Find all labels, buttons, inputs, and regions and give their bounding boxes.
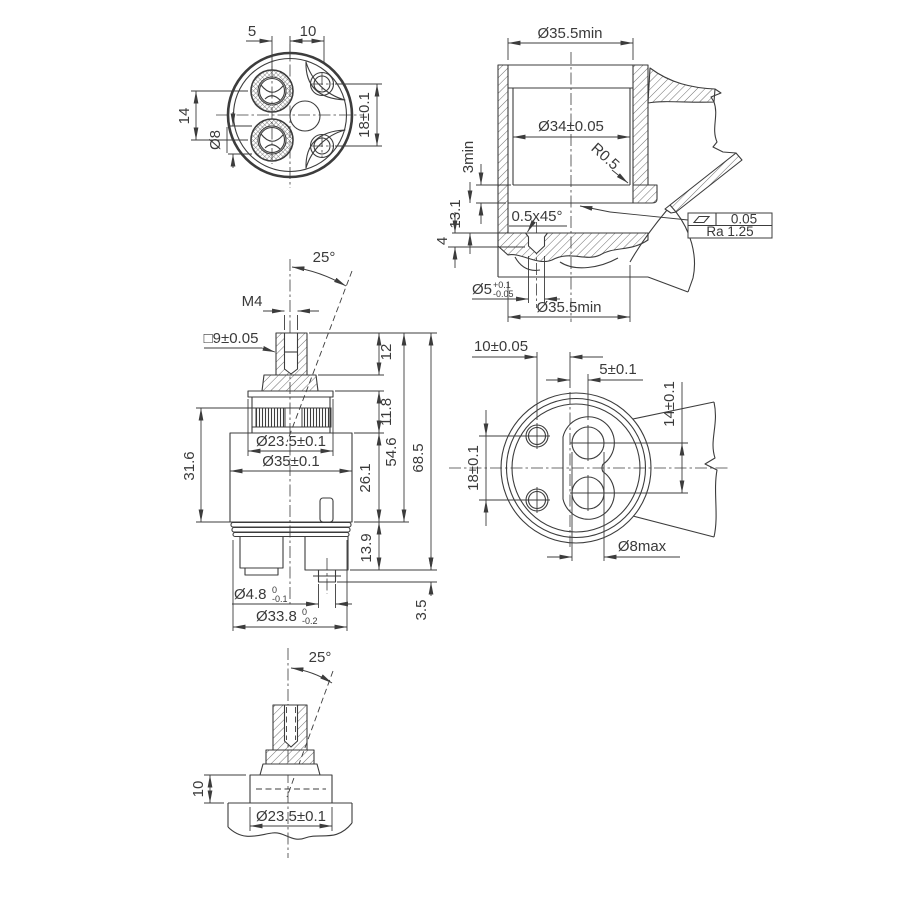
dim-label: 18±0.1	[465, 445, 482, 491]
dim-label: 10±0.05	[473, 338, 529, 355]
spline-band-right	[302, 408, 331, 427]
dim-label: Ø35.5min	[537, 25, 603, 42]
dim-label: Ø5	[472, 281, 493, 298]
cap-plate	[248, 391, 333, 397]
right-wall-section	[633, 65, 648, 185]
housing-section-view	[434, 25, 772, 322]
dim-tol-upper: 0	[272, 585, 278, 595]
dim-label: Ø4.8	[234, 586, 267, 603]
dim-label: Ø23.5±0.1	[256, 433, 326, 450]
water-port-bottom	[570, 475, 606, 511]
break-line	[228, 823, 352, 839]
dim-label: □9±0.05	[203, 330, 259, 347]
front-elevation-view	[181, 249, 437, 631]
dim-tol-lower: -0.05	[493, 289, 514, 299]
dim-label: 68.5	[410, 443, 427, 473]
dim-tol-lower: -0.2	[302, 616, 318, 626]
spline-band-left	[256, 408, 285, 427]
stem-flange-section	[266, 750, 314, 764]
dim-label: 3min	[460, 140, 477, 174]
dim-68-5	[410, 333, 431, 570]
dim-thread	[242, 293, 319, 330]
dim-tol-lower: -0.1	[272, 594, 288, 604]
dim-14	[606, 381, 688, 493]
dim-bore-min-top	[508, 25, 633, 60]
dim-label: 12	[378, 343, 395, 361]
dim-bore-min-bottom	[508, 265, 630, 322]
dim-label: 0.5x45°	[511, 208, 563, 225]
oring-3	[233, 533, 349, 537]
dim-label: Ø35.5min	[536, 299, 602, 316]
dim-label: Ø33.8	[256, 608, 297, 625]
dim-label: 14±0.1	[661, 381, 678, 427]
pin-hole-bottom	[524, 487, 550, 513]
dim-label: 25°	[312, 249, 336, 266]
dim-cap-d	[250, 807, 332, 831]
thread-hole	[285, 333, 298, 374]
dim-label: Ø34±0.05	[538, 118, 604, 135]
dim-26-1	[357, 433, 379, 522]
foot-left-pad	[245, 568, 278, 575]
dim-bore	[513, 118, 630, 137]
dim-label: 10	[299, 23, 317, 40]
dim-31-6	[181, 408, 256, 522]
dim-12	[309, 333, 437, 375]
port-pattern-view	[449, 338, 728, 561]
dim-radius	[588, 140, 628, 183]
stem-flange-section	[262, 375, 318, 391]
pin-hole-top	[524, 423, 550, 449]
dim-label: 5	[247, 23, 257, 40]
foot-left	[240, 537, 283, 569]
dim-label: 3.5	[413, 599, 430, 621]
dim-5	[546, 361, 643, 420]
dim-label: M4	[241, 293, 263, 310]
dim-pin-hole	[472, 256, 560, 303]
dim-label: Ø35±0.1	[262, 453, 320, 470]
alignment-key	[320, 498, 333, 522]
dim-angle	[292, 249, 346, 286]
dim-label: 14	[176, 107, 193, 125]
dim-tol-upper: 0	[302, 607, 308, 617]
dim-3-5	[337, 556, 437, 620]
dim-label: 10	[190, 780, 207, 798]
left-wall-section	[498, 65, 508, 233]
dim-label: Ø23.5±0.1	[256, 808, 326, 825]
dim-label: 13.1	[447, 199, 464, 229]
top-view	[176, 23, 382, 188]
dim-angle	[291, 649, 332, 683]
water-port-top	[570, 425, 606, 461]
dim-pin-d	[232, 584, 352, 608]
ear-top	[306, 62, 345, 100]
dim-10	[190, 775, 246, 803]
dim-label: 25°	[308, 649, 332, 666]
dim-label: Ø8max	[617, 538, 667, 555]
foot-right	[305, 537, 348, 571]
dim-label: 11.8	[378, 397, 395, 427]
dim-label: 5±0.1	[599, 361, 637, 378]
spout-wall-lower	[670, 153, 742, 212]
dim-label: 4	[434, 236, 451, 246]
flatness-value: 0.05	[730, 211, 758, 227]
dim-10	[472, 338, 603, 420]
mounted-section-view	[190, 648, 352, 858]
cap-boss	[250, 775, 332, 803]
flange-skirt	[260, 764, 320, 775]
oring-1	[231, 523, 351, 528]
dim-chamfer	[509, 208, 567, 232]
ear-bottom	[306, 130, 345, 168]
spout-wall-upper	[648, 68, 715, 103]
dim-label: 31.6	[181, 451, 198, 481]
dim-label: 13.9	[358, 533, 375, 563]
roughness-value: Ra 1.25	[706, 224, 754, 239]
right-flange-section	[633, 185, 657, 203]
dim-13-9	[350, 522, 437, 570]
dim-label: 26.1	[357, 463, 374, 493]
dim-tol-upper: +0.1	[493, 280, 511, 290]
break-line	[705, 402, 717, 537]
dim-square	[204, 330, 275, 352]
dim-label: Ø8	[207, 129, 224, 151]
dim-label: R0.5	[587, 139, 623, 174]
dim-label: 18±0.1	[356, 92, 373, 138]
oring-2	[232, 528, 350, 533]
dim-depth	[447, 182, 504, 254]
dim-11-8	[335, 391, 395, 433]
dim-54-6	[383, 333, 404, 522]
dim-label: 54.6	[383, 437, 400, 467]
